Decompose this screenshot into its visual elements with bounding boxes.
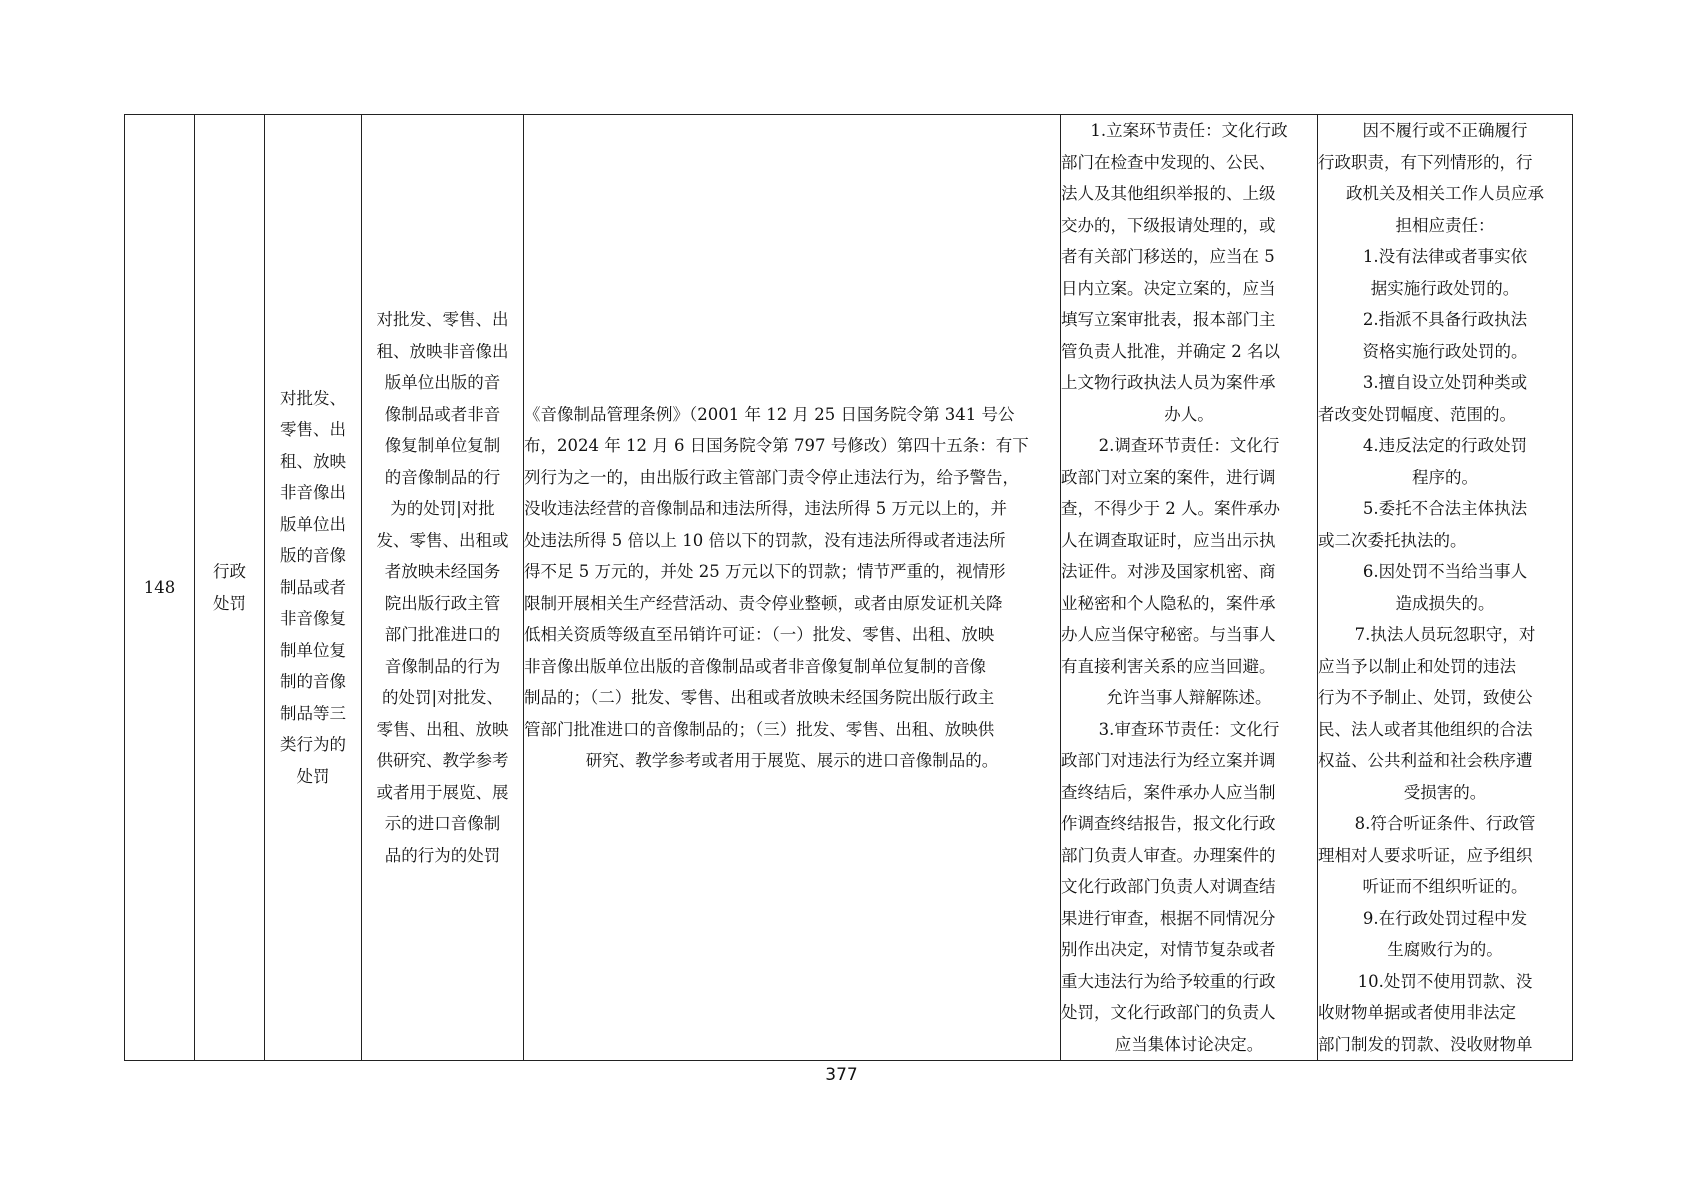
sub-item-line: 的音像制品的行 <box>384 467 501 487</box>
sub-item-name <box>362 304 523 871</box>
responsibility-cell <box>1061 115 1318 1061</box>
responsibility-line: 政部门对违法行为经立案并调 <box>1061 751 1276 770</box>
sub-item-line: 零售、出租、放映 <box>376 719 509 739</box>
liability-line: 6.因处罚不当给当事人 <box>1362 562 1528 581</box>
responsibility-line: 果进行审查，根据不同情况分 <box>1061 908 1276 928</box>
responsibility-line: 部门在检查中发现的、公民、 <box>1061 152 1276 172</box>
responsibility-line: 处罚，文化行政部门的负责人 <box>1061 1003 1276 1022</box>
legal-basis-line: 低相关资质等级直至吊销许可证：（一）批发、零售、出租、放映 <box>524 625 995 644</box>
item-name-line: 版单位出 <box>280 514 346 534</box>
sub-item-line: 版单位出版的音 <box>384 373 501 392</box>
item-name-cell <box>265 115 362 1061</box>
liability-items <box>1318 115 1572 1060</box>
item-name-line: 制的音像 <box>280 672 346 692</box>
power-list-table <box>124 114 1573 1061</box>
responsibility-line: 办人。 <box>1164 404 1214 424</box>
item-name <box>265 383 361 793</box>
responsibility-line: 日内立案。决定立案的，应当 <box>1061 278 1276 298</box>
liability-line: 听证而不组织听证的。 <box>1362 877 1528 896</box>
liability-line: 4.违反法定的行政处罚 <box>1362 436 1528 455</box>
responsibility-line: 应当集体讨论决定。 <box>1114 1034 1264 1054</box>
liability-line: 3.擅自设立处罚种类或 <box>1362 373 1528 392</box>
sub-item-line: 发、零售、出租或 <box>376 530 509 550</box>
liability-line: 理相对人要求听证，应予组织 <box>1318 845 1533 865</box>
liability-cell <box>1318 115 1573 1061</box>
legal-basis-line: 《音像制品管理条例》（2001 年 12 月 25 日国务院令第 341 号公 <box>524 404 1015 424</box>
responsibility-line: 允许当事人辩解陈述。 <box>1106 688 1272 707</box>
responsibility-line: 者有关部门移送的，应当在 5 <box>1061 247 1275 266</box>
liability-line: 8.符合听证条件、行政管 <box>1354 814 1536 833</box>
responsibility-line: 办人应当保守秘密。与当事人 <box>1061 625 1276 644</box>
responsibility-line: 政部门对立案的案件，进行调 <box>1061 467 1276 487</box>
sub-item-line: 的处罚|对批发、 <box>381 688 504 707</box>
sub-item-line: 租、放映非音像出 <box>376 341 509 361</box>
responsibility-line: 1.立案环节责任：文化行政 <box>1090 121 1288 140</box>
item-name-line: 制品等三 <box>280 703 346 723</box>
legal-basis-line: 限制开展相关生产经营活动、责令停业整顿，或者由原发证机关降 <box>524 593 1003 613</box>
responsibility-line: 作调查终结报告，报文化行政 <box>1061 814 1276 833</box>
liability-line: 行为不予制止、处罚，致使公 <box>1318 688 1533 707</box>
sub-item-line: 部门批准进口的 <box>384 625 501 644</box>
power-type-line: 行政 <box>213 562 246 581</box>
item-name-line: 制单位复 <box>280 640 346 660</box>
sub-item-line: 示的进口音像制 <box>384 814 501 833</box>
liability-line: 收财物单据或者使用非法定 <box>1318 1003 1516 1022</box>
sub-item-line: 为的处罚|对批 <box>390 499 495 518</box>
liability-line: 据实施行政处罚的。 <box>1370 278 1520 298</box>
page-number: 377 <box>825 1065 858 1085</box>
legal-basis-line: 研究、教学参考或者用于展览、展示的进口音像制品的。 <box>585 751 999 770</box>
item-name-line: 版的音像 <box>280 546 346 566</box>
liability-line: 民、法人或者其他组织的合法 <box>1318 719 1533 739</box>
sub-item-line: 者放映未经国务 <box>384 562 501 581</box>
item-name-line: 非音像出 <box>280 483 346 503</box>
item-name-line: 制品或者 <box>280 577 346 597</box>
liability-line: 10.处罚不使用罚款、没 <box>1357 971 1533 991</box>
item-name-line: 类行为的 <box>280 735 346 755</box>
responsibility-line: 管负责人批准，并确定 2 名以 <box>1061 341 1280 361</box>
power-type-line: 处罚 <box>213 593 246 613</box>
liability-line: 者改变处罚幅度、范围的。 <box>1318 404 1516 424</box>
sub-item-line: 或者用于展览、展 <box>376 782 509 802</box>
liability-line: 造成损失的。 <box>1395 593 1495 613</box>
liability-line: 因不履行或不正确履行 <box>1362 121 1528 140</box>
liability-line: 或二次委托执法的。 <box>1318 530 1467 550</box>
sub-item-line: 供研究、教学参考 <box>376 751 509 770</box>
legal-basis-line: 没收违法经营的音像制品和违法所得，违法所得 5 万元以上的，并 <box>524 499 1007 518</box>
item-name-line: 对批发、 <box>280 388 346 408</box>
responsibility-line: 法人及其他组织举报的、上级 <box>1061 184 1276 203</box>
legal-basis-line: 管部门批准进口的音像制品的；（三）批发、零售、出租、放映供 <box>524 719 995 739</box>
liability-line: 担相应责任： <box>1395 215 1495 235</box>
liability-line: 5.委托不合法主体执法 <box>1362 499 1528 518</box>
liability-line: 权益、公共利益和社会秩序遭 <box>1318 751 1533 770</box>
power-type-cell <box>195 115 265 1061</box>
liability-line: 2.指派不具备行政执法 <box>1362 310 1528 329</box>
liability-line: 生腐败行为的。 <box>1387 940 1503 959</box>
responsibility-line: 上文物行政执法人员为案件承 <box>1061 373 1276 392</box>
responsibility-line: 2.调查环节责任：文化行 <box>1098 436 1280 455</box>
item-number: 148 <box>143 577 176 597</box>
legal-basis-line: 列行为之一的，由出版行政主管部门责令停止违法行为，给予警告， <box>524 467 1019 487</box>
item-name-line: 非音像复 <box>280 609 346 629</box>
legal-basis-line: 处违法所得 5 倍以上 10 倍以下的罚款，没有违法所得或者违法所 <box>524 530 1006 550</box>
responsibility-line: 填写立案审批表，报本部门主 <box>1061 310 1276 329</box>
liability-line: 1.没有法律或者事实依 <box>1362 247 1528 266</box>
sub-item-line: 品的行为的处罚 <box>384 845 501 865</box>
responsibility-line: 法证件。对涉及国家机密、商 <box>1061 562 1276 581</box>
sub-item-line: 像制品或者非音 <box>384 404 501 424</box>
responsibility-line: 业秘密和个人隐私的，案件承 <box>1061 593 1276 613</box>
legal-basis-line: 得不足 5 万元的，并处 25 万元以下的罚款；情节严重的，视情形 <box>524 562 1006 581</box>
liability-line: 行政职责，有下列情形的，行 <box>1318 152 1533 172</box>
liability-line: 应当予以制止和处罚的违法 <box>1318 656 1516 676</box>
item-name-line: 零售、出 <box>280 420 346 440</box>
responsibility-line: 有直接利害关系的应当回避。 <box>1061 656 1276 676</box>
responsibility-line: 别作出决定，对情节复杂或者 <box>1061 940 1276 959</box>
power-type <box>195 556 264 619</box>
responsibility-line: 部门负责人审查。办理案件的 <box>1061 845 1276 865</box>
responsibility-line: 查，不得少于 2 人。案件承办 <box>1061 499 1280 518</box>
liability-line: 程序的。 <box>1412 467 1478 487</box>
legal-basis-line: 布，2024 年 12 月 6 日国务院令第 797 号修改）第四十五条：有下 <box>524 436 1029 455</box>
legal-basis <box>524 399 1060 777</box>
responsibility-line: 文化行政部门负责人对调查结 <box>1061 877 1276 896</box>
legal-basis-line: 制品的；（二）批发、零售、出租或者放映未经国务院出版行政主 <box>524 688 995 707</box>
sub-item-line: 院出版行政主管 <box>384 593 501 613</box>
responsibility-line: 人在调查取证时，应当出示执 <box>1061 530 1276 550</box>
sub-item-cell <box>362 115 524 1061</box>
liability-line: 受损害的。 <box>1403 782 1487 802</box>
item-name-line: 租、放映 <box>280 451 346 471</box>
liability-line: 部门制发的罚款、没收财物单 <box>1318 1034 1533 1054</box>
responsibility-line: 重大违法行为给予较重的行政 <box>1061 971 1276 991</box>
responsibility-line: 查终结后，案件承办人应当制 <box>1061 782 1276 802</box>
item-number-cell <box>125 115 195 1061</box>
sub-item-line: 音像制品的行为 <box>384 656 501 676</box>
table-row <box>125 115 1573 1061</box>
sub-item-line: 对批发、零售、出 <box>376 310 509 329</box>
responsibility-items <box>1061 115 1317 1060</box>
liability-line: 7.执法人员玩忽职守，对 <box>1354 625 1536 644</box>
liability-line: 资格实施行政处罚的。 <box>1362 341 1528 361</box>
sub-item-line: 像复制单位复制 <box>384 436 501 455</box>
responsibility-line: 交办的，下级报请处理的，或 <box>1061 215 1276 235</box>
legal-basis-cell <box>524 115 1061 1061</box>
liability-line: 9.在行政处罚过程中发 <box>1362 908 1528 928</box>
liability-line: 政机关及相关工作人员应承 <box>1346 184 1544 203</box>
responsibility-line: 3.审查环节责任：文化行 <box>1098 719 1280 739</box>
legal-basis-line: 非音像出版单位出版的音像制品或者非音像复制单位复制的音像 <box>524 656 986 676</box>
item-name-line: 处罚 <box>296 766 330 786</box>
